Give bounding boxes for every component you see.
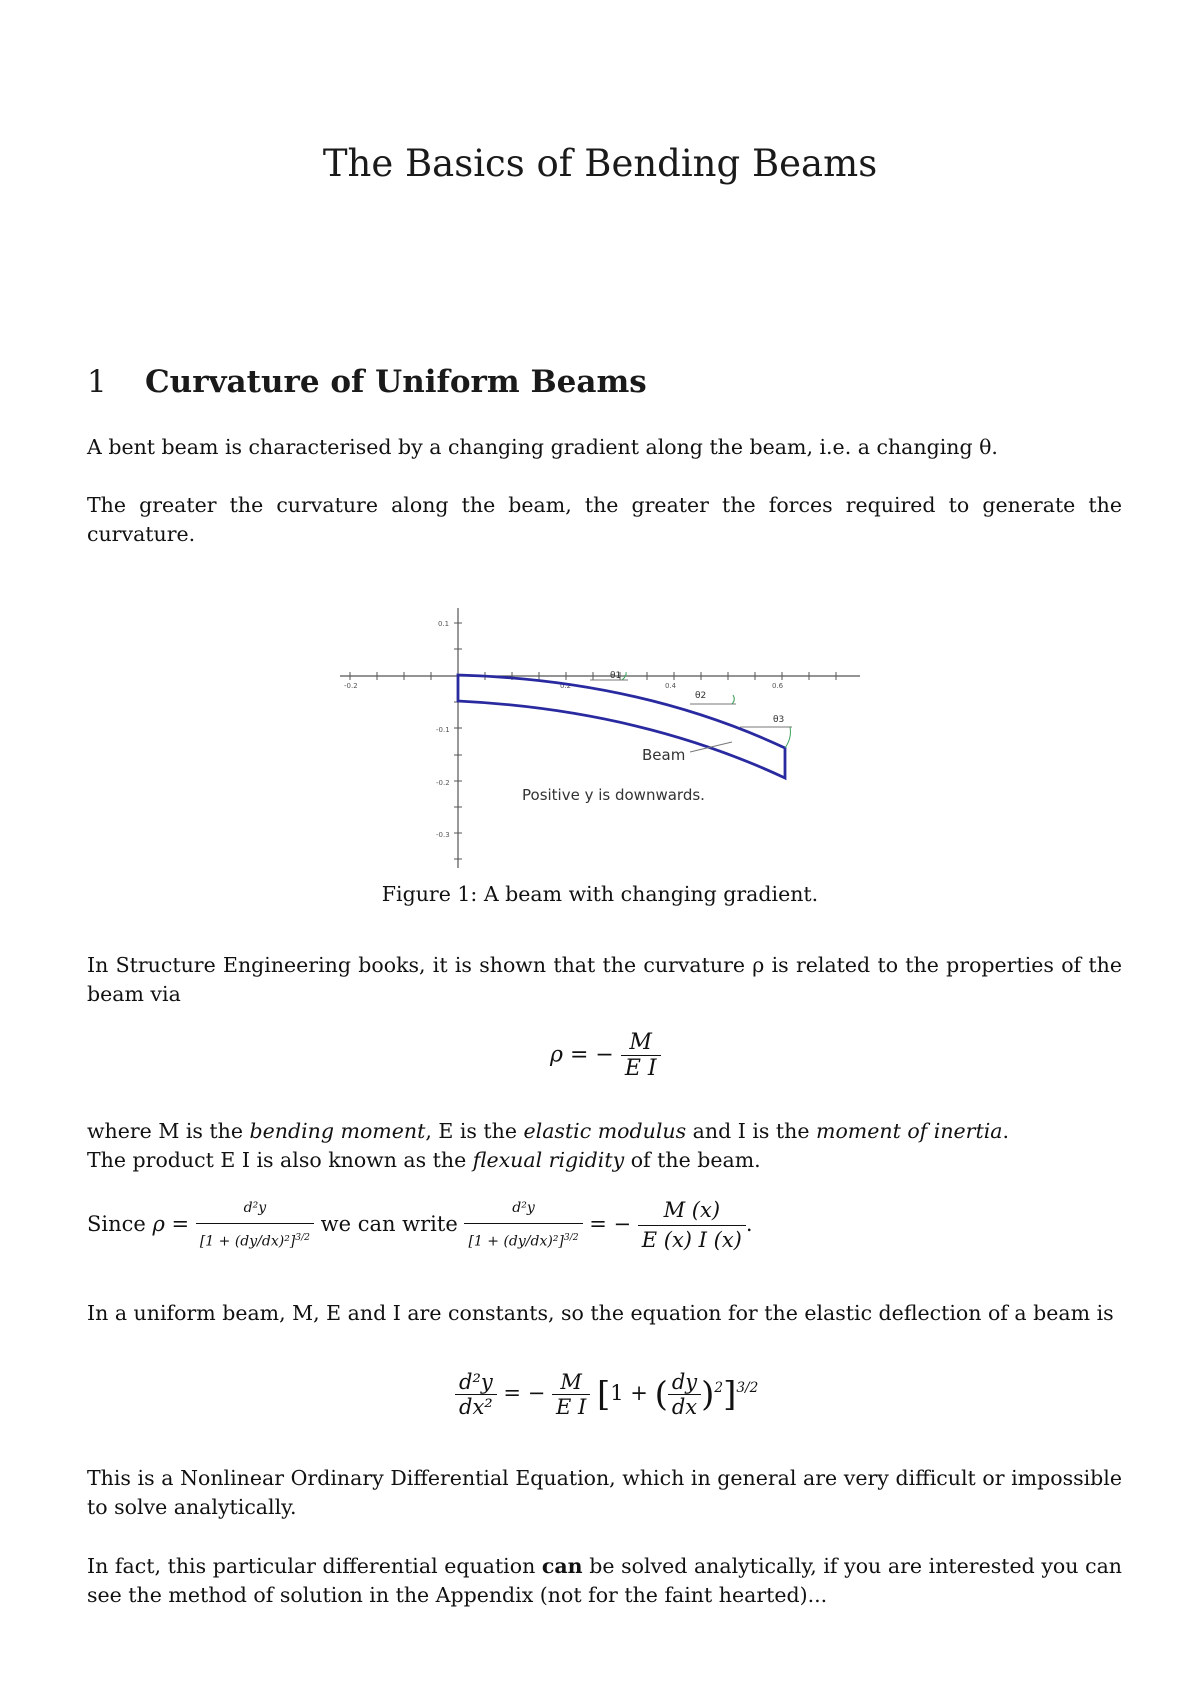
- beam-label: Beam: [642, 746, 686, 764]
- beam-figure: [340, 600, 870, 875]
- document-title: The Basics of Bending Beams: [322, 142, 878, 185]
- section-number: 1: [87, 364, 107, 400]
- x-tick-label: 0.2: [560, 682, 572, 690]
- y-tick-label: -0.3: [436, 831, 450, 839]
- y-tick-label: -0.2: [436, 779, 450, 787]
- paragraph-8: In fact, this particular differential equation can be solved analytically, if you are interested you can see the method of solution in the Appendix (not for the faint hearted)...: [87, 1554, 1122, 1607]
- paragraph-3: In Structure Engineering books, it is shown that the curvature ρ is related to the properties of the beam via: [87, 953, 1122, 1006]
- paragraph-4: where M is the bending moment, E is the elastic modulus and I is the moment of inertia.: [87, 1119, 1010, 1143]
- since-equation-row: Since ρ = $\frac{\text{d²y}}{[1 + (dy/dx)^2]^{3/2}}$ we can write $\frac{\text{d²y}}{[1 + (dy/dx)^2]^{3/2}}$ = − $\frac{M (x)}{E (x) I (x)}$ .: [87, 1194, 1122, 1257]
- y-tick-label: 0.1: [438, 620, 450, 628]
- x-tick-label: -0.2: [344, 682, 358, 690]
- angle-label-3: θ3: [773, 715, 785, 725]
- section-title: Curvature of Uniform Beams: [145, 364, 647, 400]
- paragraph-2: The greater the curvature along the beam, the greater the forces required to generate the curvature.: [87, 493, 1122, 546]
- deflection-equation: $\frac{\text{d²y}}{\text{dx²}}$ = − $\frac{M}{\text{E I}}$ [1 + ( $\frac{dy}{dx}$ )$^2$]$^{3/2}$: [455, 1370, 758, 1419]
- x-tick-label: 0.6: [772, 682, 784, 690]
- section-heading: [87, 364, 647, 400]
- x-tick-label: 0.4: [665, 682, 677, 690]
- angle-label-1: θ1: [610, 671, 622, 681]
- y-direction-note: Positive y is downwards.: [522, 786, 705, 804]
- y-tick-label: -0.1: [436, 726, 450, 734]
- paragraph-6: In a uniform beam, M, E and I are constants, so the equation for the elastic deflection of a beam is: [87, 1301, 1114, 1325]
- curvature-equation: ρ = − $\frac{M}{\text{E I}}$: [550, 1030, 661, 1081]
- paragraph-1: A bent beam is characterised by a changing gradient along the beam, i.e. a changing θ.: [87, 435, 998, 459]
- beam-shape: [458, 675, 785, 778]
- angle-label-2: θ2: [695, 691, 707, 701]
- paragraph-5: The product E I is also known as the flexual rigidity of the beam.: [87, 1148, 761, 1172]
- figure-caption: Figure 1: A beam with changing gradient.: [381, 882, 819, 906]
- paragraph-7: This is a Nonlinear Ordinary Differential Equation, which in general are very difficult or impossible to solve analytically.: [87, 1466, 1122, 1519]
